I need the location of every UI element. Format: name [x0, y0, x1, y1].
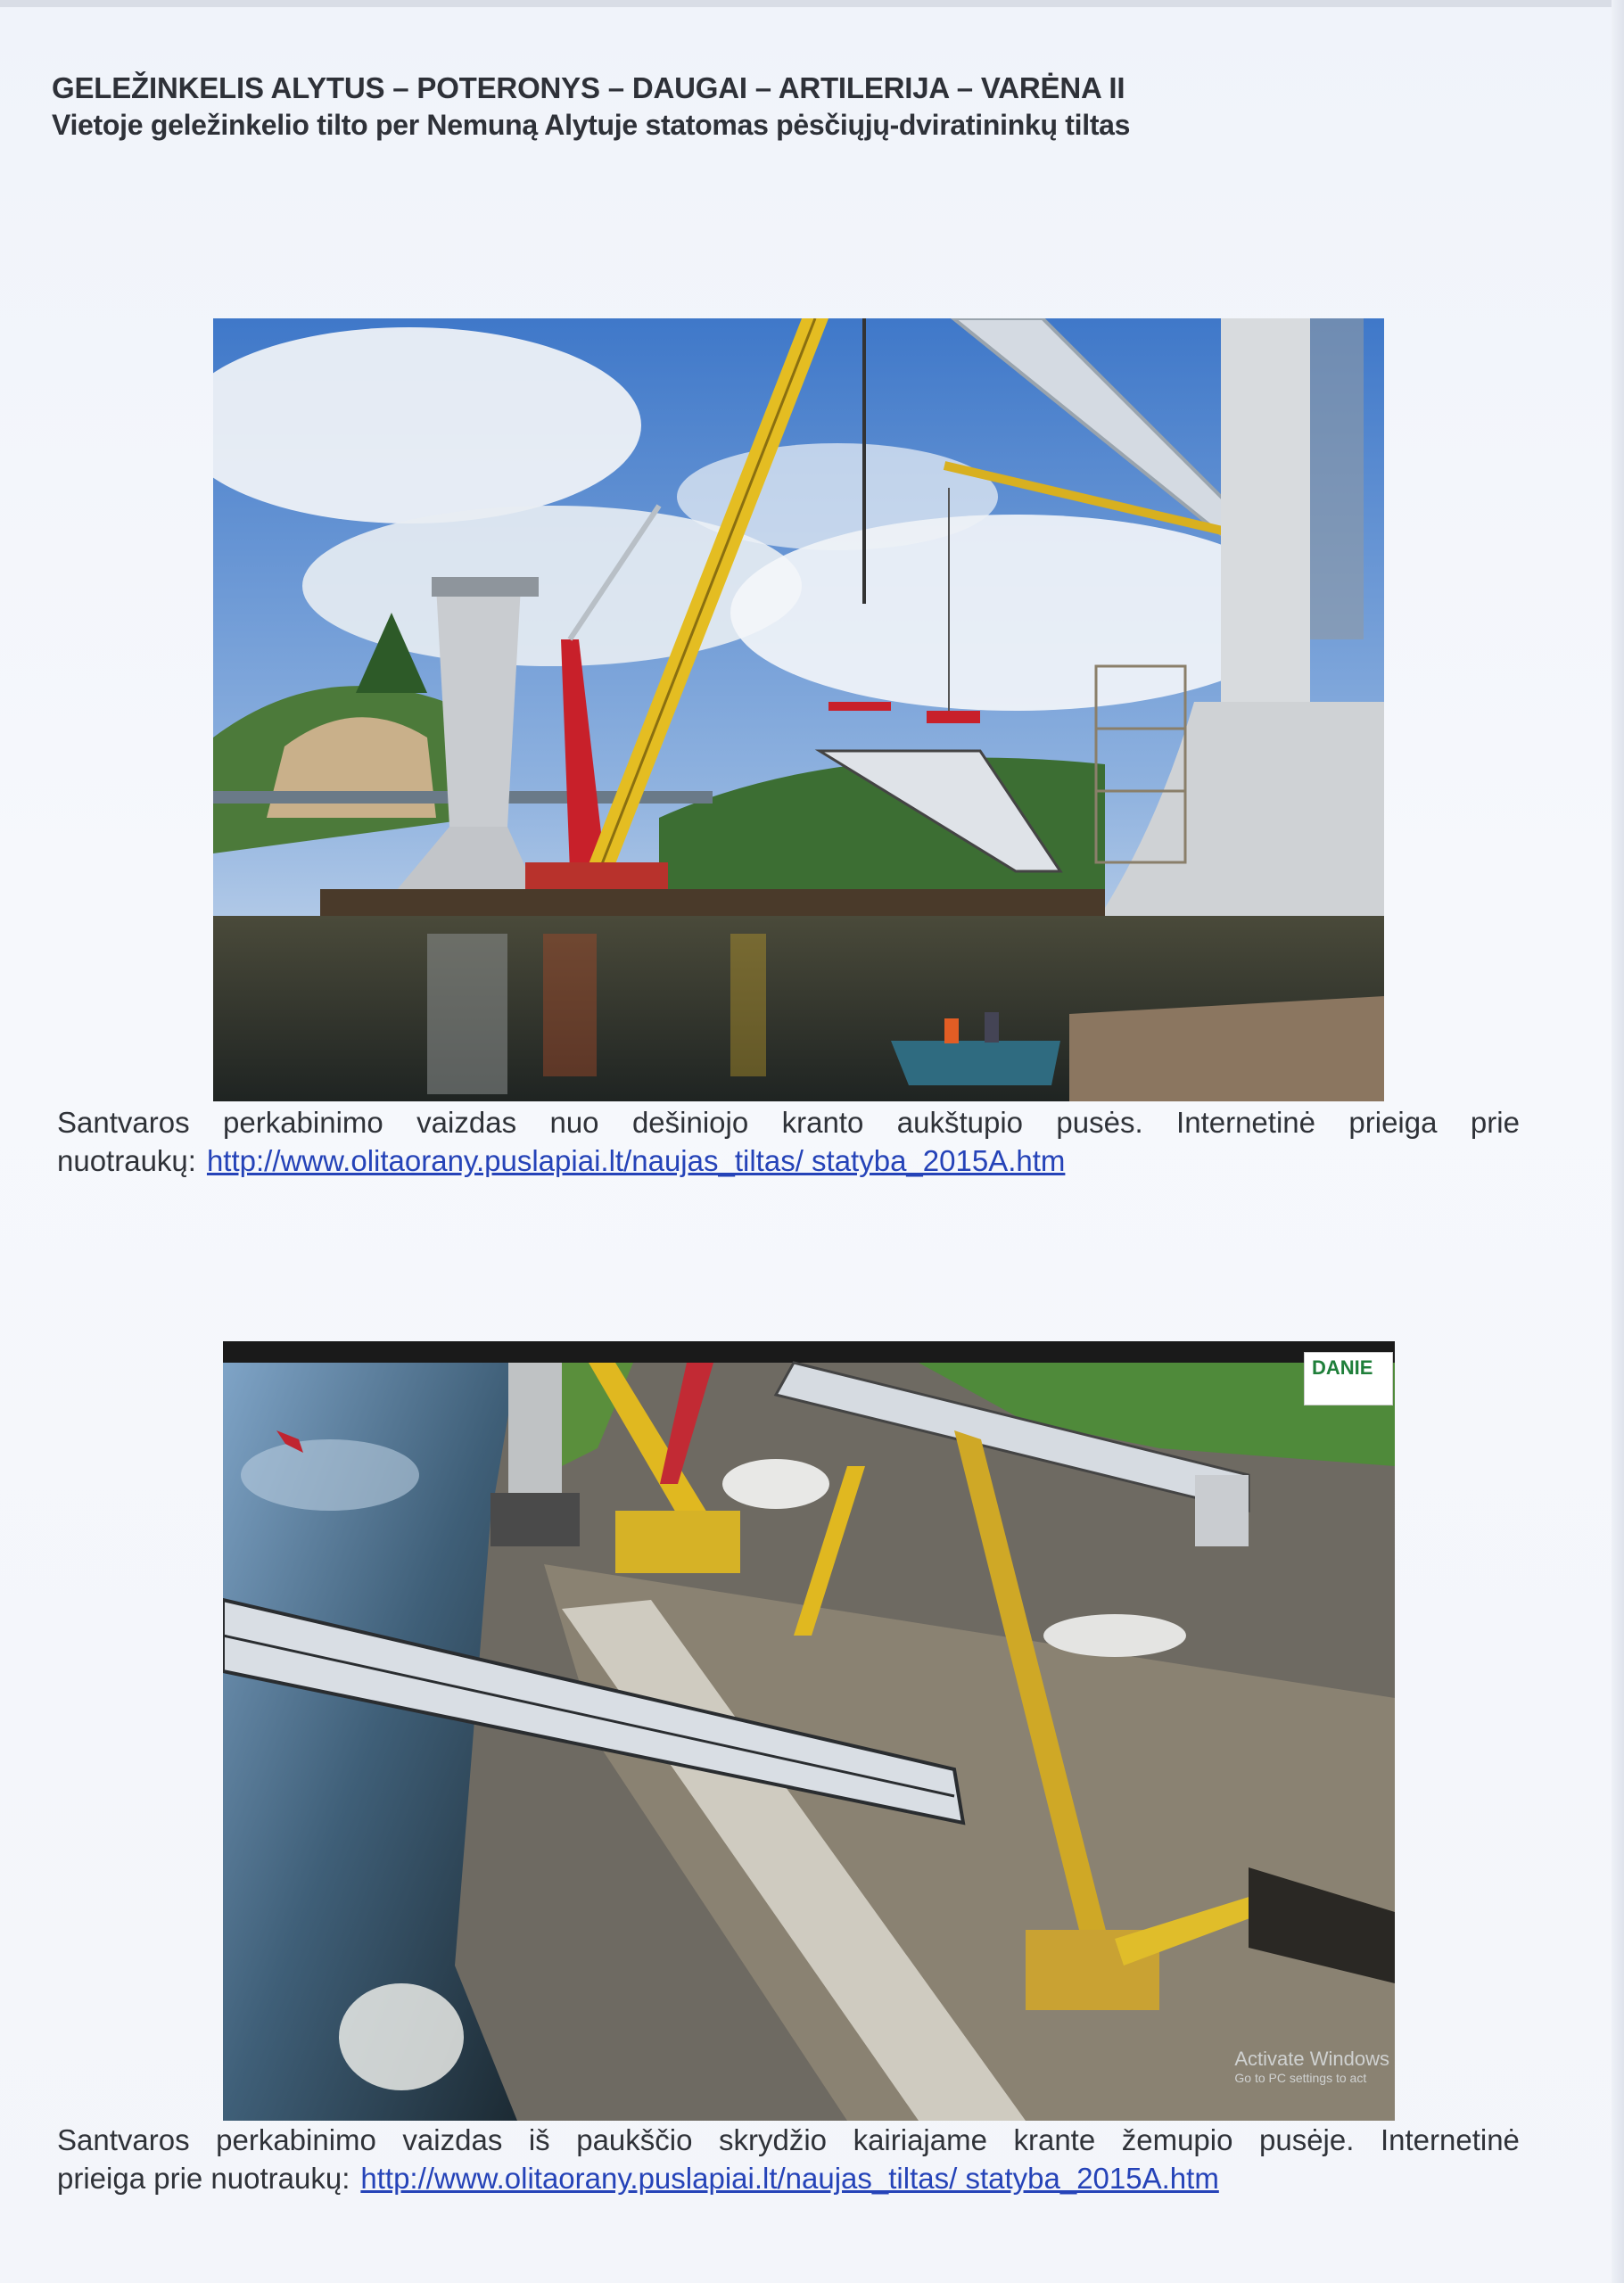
- photo-aerial-construction: [223, 1341, 1395, 2121]
- caption-2-prefix: prieiga prie nuotraukų:: [57, 2162, 350, 2195]
- photo-bridge-from-bank: [213, 318, 1384, 1101]
- tv-channel-logo: DANIE: [1304, 1352, 1393, 1405]
- caption-2-line-2: [57, 2159, 1520, 2197]
- caption-word: kranto: [781, 1106, 864, 1139]
- caption-word: aukštupio: [896, 1106, 1023, 1139]
- scan-edge-right: [1612, 0, 1624, 2283]
- caption-word: dešiniojo: [631, 1106, 749, 1139]
- photo-1-source-link[interactable]: http://www.olitaorany.puslapiai.lt/naujas_tiltas/ statyba_2015A.htm: [206, 1144, 1066, 1177]
- caption-word: kairiajame: [853, 2123, 987, 2156]
- caption-word: pusės.: [1056, 1106, 1143, 1139]
- watermark-line-2: Go to PC settings to act: [1234, 2071, 1367, 2085]
- caption-word: iš: [528, 2123, 550, 2156]
- caption-word: prieiga: [1348, 1106, 1438, 1139]
- activate-windows-watermark: [1234, 2048, 1389, 2085]
- document-subtitle: Vietoje geležinkelio tilto per Nemuną Alytuje statomas pėsčiųjų-dviratininkų tiltas: [52, 109, 1131, 141]
- photo-bridge-from-bank-image: [213, 318, 1384, 1101]
- caption-word: skrydžio: [719, 2123, 828, 2156]
- caption-2-line-1: [57, 2121, 1520, 2159]
- photo-aerial-construction-image: [223, 1341, 1395, 2121]
- caption-word: krante: [1013, 2123, 1096, 2156]
- caption-word: vaizdas: [416, 1106, 517, 1139]
- photo-2-source-link[interactable]: http://www.olitaorany.puslapiai.lt/naujas_tiltas/ statyba_2015A.htm: [360, 2162, 1219, 2195]
- caption-word: perkabinimo: [216, 2123, 376, 2156]
- caption-word: nuo: [549, 1106, 599, 1139]
- caption-word: Santvaros: [57, 1106, 190, 1139]
- caption-word: Santvaros: [57, 2123, 190, 2156]
- photo-caption-1: [57, 1103, 1520, 1180]
- caption-word: žemupio: [1121, 2123, 1233, 2156]
- caption-word: pusėje.: [1259, 2123, 1355, 2156]
- watermark-line-1: Activate Windows: [1234, 2048, 1389, 2070]
- caption-word: paukščio: [576, 2123, 693, 2156]
- caption-word: perkabinimo: [223, 1106, 383, 1139]
- scan-edge-top: [0, 0, 1624, 7]
- caption-word: Internetinė: [1380, 2123, 1520, 2156]
- caption-word: Internetinė: [1176, 1106, 1315, 1139]
- caption-word: vaizdas: [402, 2123, 503, 2156]
- caption-1-line-2: [57, 1142, 1520, 1180]
- caption-1-prefix: nuotraukų:: [57, 1144, 196, 1177]
- document-title: GELEŽINKELIS ALYTUS – POTERONYS – DAUGAI – ARTILERIJA – VARĖNA II: [52, 71, 1125, 104]
- photo-caption-2: [57, 2121, 1520, 2197]
- caption-word: prie: [1470, 1106, 1520, 1139]
- caption-1-line-1: [57, 1103, 1520, 1142]
